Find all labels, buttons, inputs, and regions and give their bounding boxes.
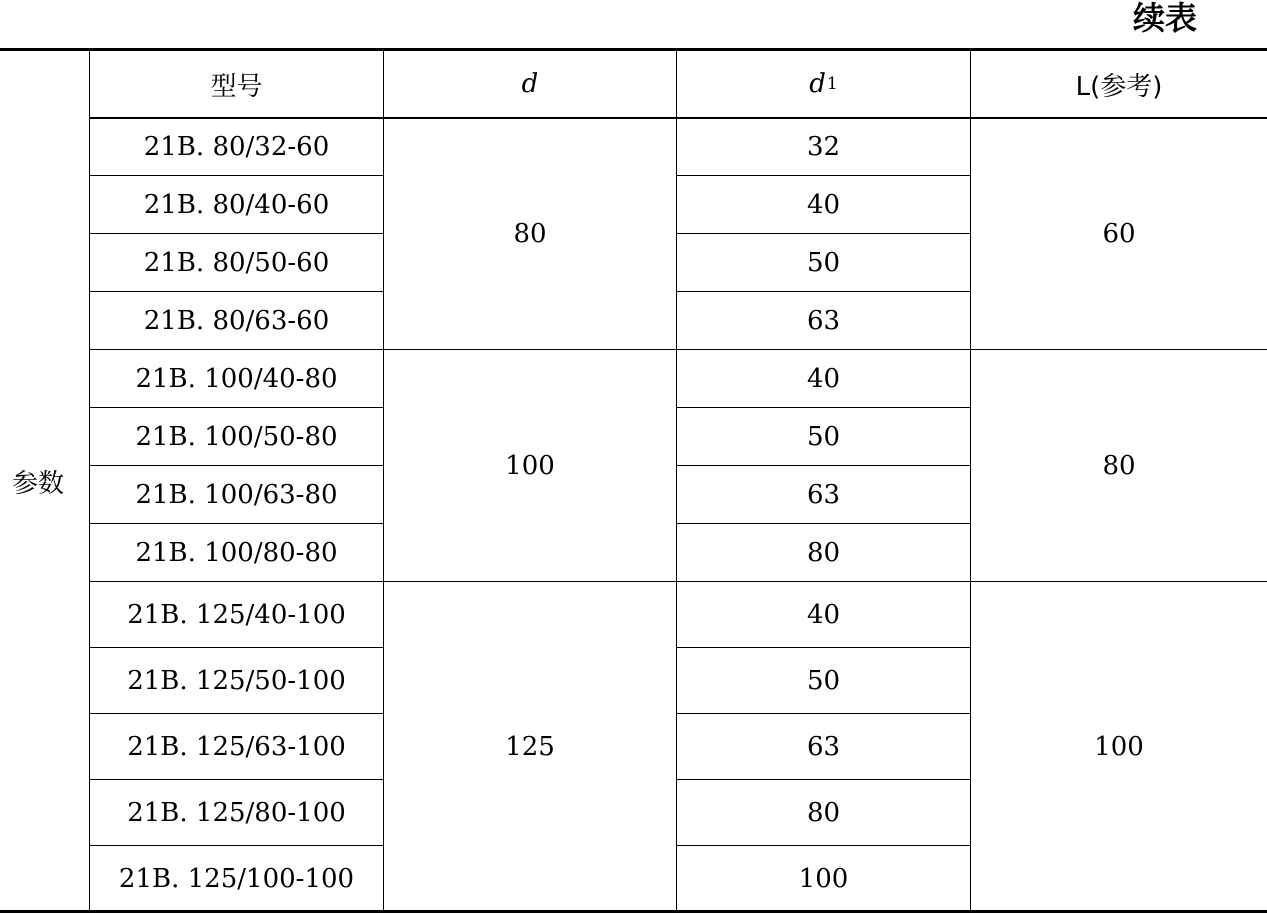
model-cell: 21B. 80/63-60 bbox=[89, 291, 383, 349]
model-cell: 21B. 125/40-100 bbox=[89, 581, 383, 647]
group-L-value: 80 bbox=[970, 349, 1267, 581]
parameter-table bbox=[0, 51, 1267, 910]
header-length: L(参考) bbox=[970, 51, 1267, 117]
model-cell: 21B. 80/50-60 bbox=[89, 233, 383, 291]
d1-cell: 50 bbox=[676, 407, 970, 465]
model-cell: 21B. 125/63-100 bbox=[89, 713, 383, 779]
group-d-value: 100 bbox=[383, 349, 676, 581]
d1-cell: 63 bbox=[676, 291, 970, 349]
header-model: 型号 bbox=[89, 51, 383, 117]
model-cell: 21B. 100/50-80 bbox=[89, 407, 383, 465]
model-cell: 21B. 80/32-60 bbox=[89, 117, 383, 175]
d1-cell: 100 bbox=[676, 845, 970, 911]
model-cell: 21B. 125/50-100 bbox=[89, 647, 383, 713]
d1-cell: 32 bbox=[676, 117, 970, 175]
bottom-rule bbox=[0, 910, 1267, 913]
d1-cell: 40 bbox=[676, 581, 970, 647]
d1-cell: 50 bbox=[676, 647, 970, 713]
group-L-value: 100 bbox=[970, 581, 1267, 911]
model-cell: 21B. 80/40-60 bbox=[89, 175, 383, 233]
group-d-value: 125 bbox=[383, 581, 676, 911]
d1-cell: 63 bbox=[676, 713, 970, 779]
header-d1-base: d bbox=[809, 69, 826, 99]
group-d-value: 80 bbox=[383, 117, 676, 349]
model-cell: 21B. 125/80-100 bbox=[89, 779, 383, 845]
d1-cell: 40 bbox=[676, 349, 970, 407]
d1-cell: 80 bbox=[676, 779, 970, 845]
model-cell: 21B. 100/40-80 bbox=[89, 349, 383, 407]
d1-cell: 40 bbox=[676, 175, 970, 233]
header-d1 bbox=[676, 51, 970, 117]
d1-cell: 50 bbox=[676, 233, 970, 291]
header-d: d bbox=[383, 51, 676, 117]
group-L-value: 60 bbox=[970, 117, 1267, 349]
continued-label: 续表 bbox=[1132, 0, 1197, 37]
side-label: 参数 bbox=[12, 468, 65, 499]
d1-cell: 63 bbox=[676, 465, 970, 523]
d1-cell: 80 bbox=[676, 523, 970, 581]
model-cell: 21B. 125/100-100 bbox=[89, 845, 383, 911]
header-d1-sub: 1 bbox=[826, 74, 838, 94]
model-cell: 21B. 100/63-80 bbox=[89, 465, 383, 523]
model-cell: 21B. 100/80-80 bbox=[89, 523, 383, 581]
